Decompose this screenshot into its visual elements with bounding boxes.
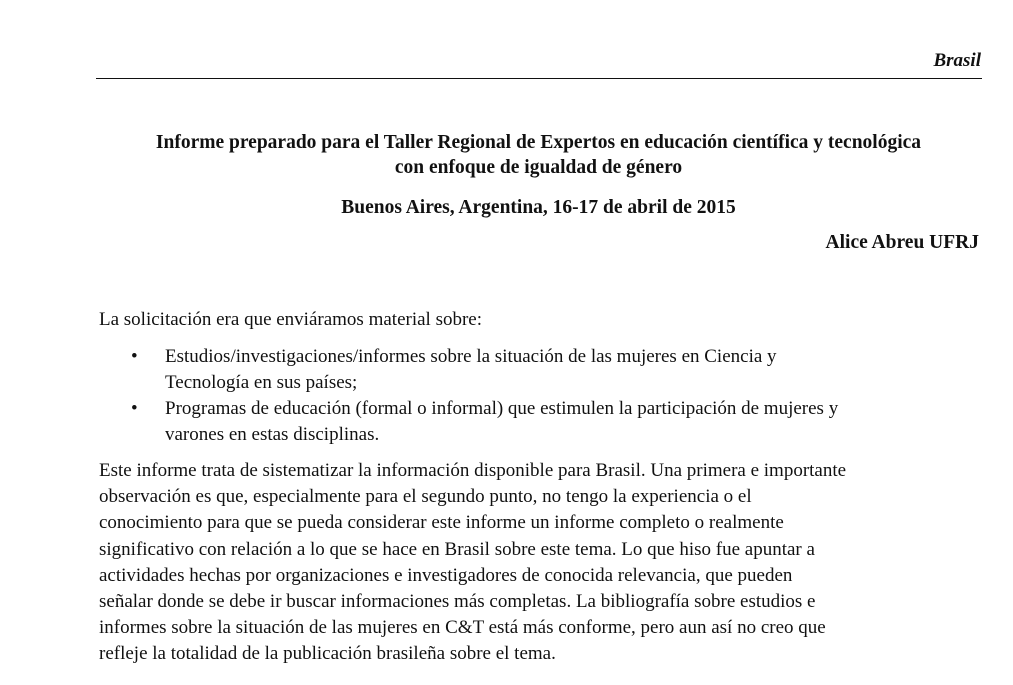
document-title (96, 130, 981, 180)
title-line-1: Informe preparado para el Taller Regional de Expertos en educación científica y tecnológica (155, 132, 922, 153)
bullet-item (99, 344, 959, 396)
header-country: Brasil (933, 50, 981, 71)
body-line: refleje la totalidad de la publicación brasileña sobre el tema. (99, 643, 556, 665)
bullet-line: Tecnología en sus países; (165, 372, 358, 393)
bullet-dot-icon: • (131, 398, 138, 419)
title-line-2: con enfoque de igualdad de género (394, 157, 683, 178)
event-location-date: Buenos Aires, Argentina, 16-17 de abril de 2015 (341, 197, 736, 218)
body-line: actividades hechas por organizaciones e investigadores de conocida relevancia, que pueden (99, 564, 793, 586)
body-line: observación es que, especialmente para el segundo punto, no tengo la experiencia o el (99, 486, 752, 508)
bullet-line: Estudios/investigaciones/informes sobre la situación de las mujeres en Ciencia y (165, 346, 777, 367)
bullet-line: Programas de educación (formal o informal) que estimulen la participación de mujeres y (165, 398, 839, 419)
body-line: Este informe trata de sistematizar la información disponible para Brasil. Una primera e importante (99, 460, 847, 481)
bullet-list (99, 344, 959, 448)
body-line: conocimiento para que se pueda considerar este informe un informe completo o realmente (99, 512, 784, 534)
bullet-dot-icon: • (131, 346, 138, 367)
author-affiliation: Alice Abreu UFRJ (825, 232, 979, 253)
body-line: informes sobre la situación de las mujeres en C&T está más conforme, pero aun así no creo que (99, 617, 826, 639)
intro-paragraph: La solicitación era que enviáramos material sobre: (99, 309, 483, 330)
body-line: señalar donde se debe ir buscar informaciones más completas. La bibliografía sobre estudios e (99, 591, 816, 613)
header-rule (96, 78, 982, 79)
body-paragraph (99, 458, 975, 668)
body-line: significativo con relación a lo que se hace en Brasil sobre este tema. Lo que hiso fue apuntar a (99, 538, 815, 560)
bullet-line: varones en estas disciplinas. (165, 424, 380, 445)
bullet-item (99, 396, 959, 448)
